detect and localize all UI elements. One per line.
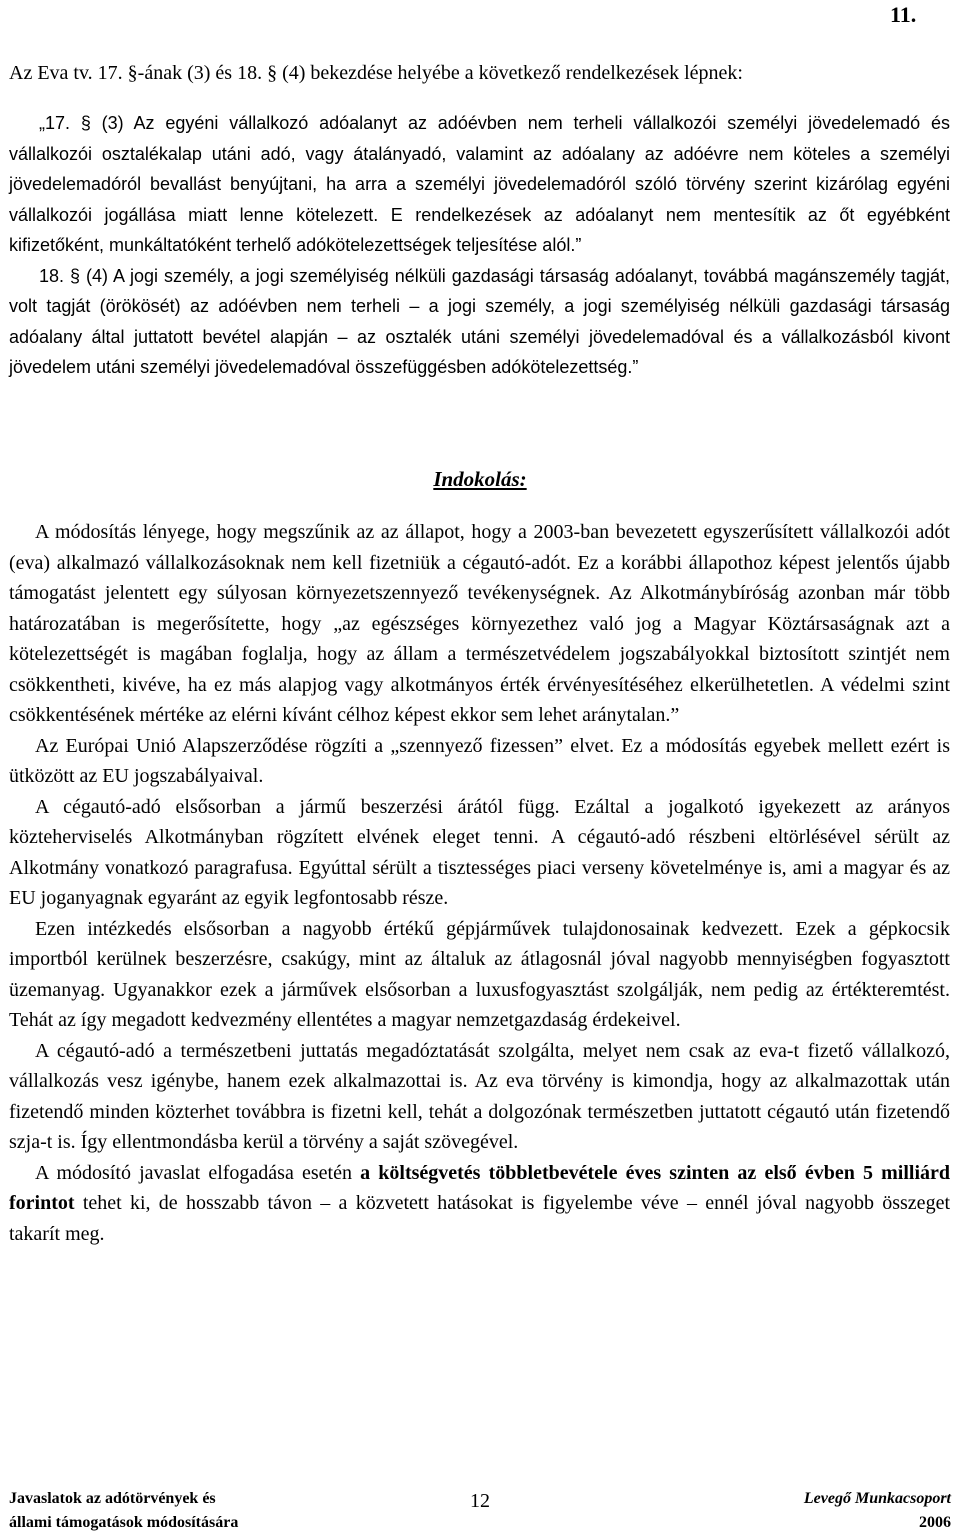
final-paragraph-end: tehet ki, de hosszabb távon – a közvetett hatásokat is figyelembe véve – ennél jóval nagyobb összeget takarít meg. (9, 1192, 950, 1245)
footer-title-line: állami támogatások módosítására (9, 1514, 239, 1531)
justification-paragraph: Ezen intézkedés elsősorban a nagyobb értékű gépjárművek tulajdonosainak kedvezett. Ezek a gépkocsik importból kerülnek beszerzésre, csakúgy, mint az általuk az átlagosnál jóval nagyobb mennyiségben fogyasztott üzemanyag. Ugyanakkor ezek a járművek elsősorban a luxusfogyasztást szolgálják, nem pedig az értékteremtést. Tehát az így megadott kedvezmény ellentétes a magyar nemzetgazdaság érdekeivel. (9, 917, 950, 1031)
justification-paragraph-final (9, 1158, 950, 1250)
intro-sentence: Az Eva tv. 17. §-ának (3) és 18. § (4) bekezdése helyébe a következő rendelkezések lépnek: (9, 62, 743, 84)
page-number: 12 (470, 1490, 490, 1512)
footer-document-title (9, 1487, 238, 1535)
justification-body (9, 517, 950, 1249)
justification-paragraph: A módosítás lényege, hogy megszűnik az az állapot, hogy a 2003-ban bevezetett egyszerűsített vállalkozói adót (eva) alkalmazó vállalkozásoknak nem kell fizetniük a cégautó-adót. Ez a korábbi állapothoz képest jelentős újabb támogatást jelentett egy súlyosan környezetszennyező tevékenységnek. Az Alkotmánybíróság azonban már több határozatában is megerősítette, hogy „az egészséges környezethez való jog a Magyar Köztársaságnak azt a kötelezettségét is magában foglalja, hogy az állam a természetvédelem jogszabályokkal biztosított szintjét nem csökkentheti, kivéve, ha ez más alapjog vagy alkotmányos érték érvényesítéséhez elkerülhetetlen. A védelmi szint csökkentésének mértéke az elérni kívánt célhoz képest ekkor sem lehet aránytalan.” (9, 521, 950, 726)
footer-year: 2006 (919, 1514, 951, 1531)
organization-name: Levegő Munkacsoport (803, 1490, 951, 1507)
final-paragraph-start: A módosító javaslat elfogadása esetén (35, 1161, 361, 1184)
quoted-paragraph-17: „17. § (3) Az egyéni vállalkozó adóalanyt az adóévben nem terheli vállalkozói személyi jövedelemadó és vállalkozói osztalékalap utáni adó, vagy átalányadó, valamint az adóalany az adóévre nem köteles a személyi jövedelemadóról bevallást benyújtani, ha arra a személyi jövedelemadóról szóló törvény szerint kizárólag egyéni vállalkozói jogállása miatt lenne kötelezett. E rendelkezések az adóalanyt nem mentesítik az őt egyébként kifizetőként, munkáltatóként terhelő adókötelezettségek teljesítése alól.” (9, 113, 950, 255)
justification-paragraph: Az Európai Unió Alapszerződése rögzíti a „szennyező fizessen” elvet. Ez a módosítás egyebek mellett ezért is ütközött az EU jogszabályaival. (9, 734, 950, 787)
justification-paragraph: A cégautó-adó elsősorban a jármű beszerzési árától függ. Ezáltal a jogalkotó igyekezett az arányos közteherviselés Alkotmányban rögzített elvének eleget tenni. A cégautó-adó részbeni eltörlésével sérült az Alkotmány vonatkozó paragrafusa. Egyúttal sérült a tisztességes piaci verseny követelménye is, ami a magyar és az EU joganyagnak egyaránt az egyik legfontosabb része. (9, 795, 950, 909)
justification-heading: Indokolás: (433, 467, 527, 491)
footer-organization (804, 1487, 951, 1535)
quoted-amendment-text (9, 108, 950, 383)
justification-paragraph: A cégautó-adó a természetbeni juttatás megadóztatását szolgálta, melyet nem csak az eva-t fizető vállalkozó, vállalkozás vesz igénybe, hanem ezek alkalmazottai is. Az eva törvény is kimondja, hogy az alkalmazottak után fizetendő minden közterhet továbbra is fizetni kell, tehát a dolgozónak természetben juttatott cégautó után fizetendő szja-t is. Így ellentmondásba kerül a törvény a saját szövegével. (9, 1039, 950, 1153)
footer-title-line: Javaslatok az adótörvények és (9, 1490, 216, 1507)
quoted-paragraph-18: 18. § (4) A jogi személy, a jogi személyiség nélküli gazdasági társaság adóalanyt, továbbá magánszemély tagját, volt tagját (örökösét) az adóévben nem terheli – a jogi személy, a jogi személyiség nélküli gazdasági társaság adóalany által juttatott bevétel alapján – az osztalék utáni személyi jövedelemadóval és a vállalkozásból kivont jövedelem utáni személyi jövedelemadóval összefüggésben adókötelezettség.” (9, 265, 950, 377)
section-number: 11. (890, 2, 917, 27)
budget-revenue-highlight: a költségvetés többletbevétele éves szinten az első évben 5 milliárd forintot (9, 1161, 951, 1214)
